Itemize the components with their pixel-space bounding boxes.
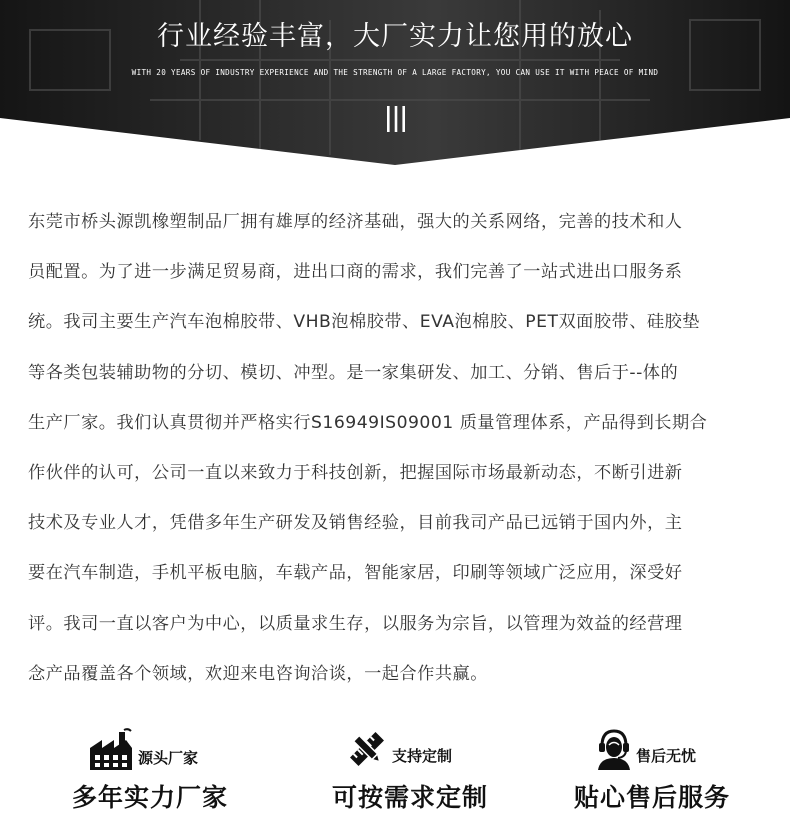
feature-customization [332, 728, 489, 812]
intro-line: 念产品覆盖各个领域，欢迎来电咨询洽谈，一起合作共赢。 [28, 663, 488, 684]
banner-subtitle: WITH 20 YEARS OF INDUSTRY EXPERIENCE AND THE STRENGTH OF A LARGE FACTORY, YOU CAN USE IT WITH PEACE OF MIND [131, 68, 659, 77]
feature-after-sales [574, 728, 731, 812]
intro-line: 生产厂家。我们认真贯彻并严格实行S16949IS09001 质量管理体系，产品得到长期合 [28, 412, 708, 433]
banner-title: 行业经验丰富，大厂实力让您用的放心 [157, 21, 633, 52]
intro-line: 员配置。为了进一步满足贸易商，进出口商的需求，我们完善了一站式进出口服务系 [28, 262, 683, 283]
intro-line: 等各类包装辅助物的分切、模切、冲型。是一家集研发、加工、分销、售后于--体的 [28, 362, 679, 383]
intro-line: 技术及专业人才，凭借多年生产研发及销售经验，目前我司产品已远销于国内外，主 [28, 513, 683, 534]
feature-headline: 可按需求定制 [332, 783, 489, 812]
feature-label: 源头厂家 [138, 749, 199, 767]
feature-source-factory [72, 728, 229, 812]
pencil-ruler-icon [346, 728, 388, 770]
feature-label: 支持定制 [392, 747, 453, 765]
intro-line: 要在汽车制造，手机平板电脑，车载产品，智能家居，印刷等领域广泛应用，深受好 [28, 563, 683, 584]
intro-line: 作伙伴的认可，公司一直以来致力于科技创新，把握国际市场最新动态，不断引进新 [28, 463, 683, 484]
feature-label: 售后无忧 [636, 747, 697, 765]
company-intro [28, 197, 772, 699]
triple-bar-icon [386, 106, 406, 132]
feature-headline: 贴心售后服务 [574, 783, 731, 812]
headset-agent-icon [596, 728, 632, 770]
hero-banner [0, 0, 790, 165]
feature-headline: 多年实力厂家 [72, 783, 229, 812]
intro-line: 评。我司一直以客户为中心，以质量求生存，以服务为宗旨，以管理为效益的经营理 [28, 613, 683, 634]
intro-line: 东莞市桥头源凯橡塑制品厂拥有雄厚的经济基础，强大的关系网络，完善的技术和人 [28, 212, 683, 232]
factory-icon [88, 728, 134, 772]
intro-line: 统。我司主要生产汽车泡棉胶带、VHB泡棉胶带、EVA泡棉胶、PET双面胶带、硅胶垫 [28, 312, 700, 333]
